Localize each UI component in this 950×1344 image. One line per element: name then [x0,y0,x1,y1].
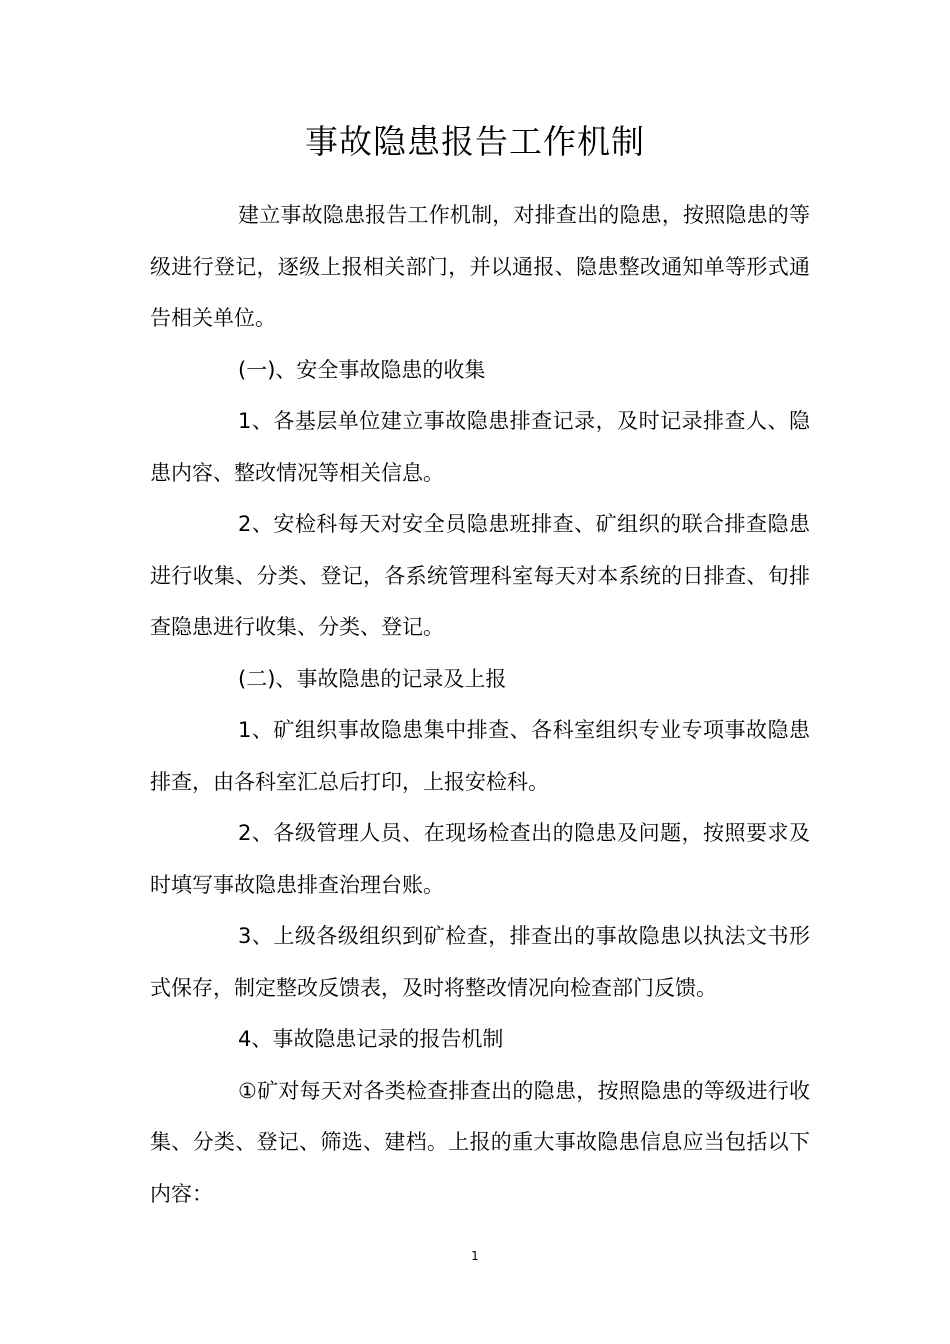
document-title: 事故隐患报告工作机制 [305,122,645,161]
paragraph-2-3: 3、上级各级组织到矿检查，排查出的事故隐患以执法文书形式保存，制定整改反馈表，及时将整改情况向检查部门反馈。 [150,924,810,1000]
paragraph-2-1: 1、矿组织事故隐患集中排查、各科室组织专业专项事故隐患排查，由各科室汇总后打印，上报安检科。 [150,718,810,794]
paragraph-2-4-1: ①矿对每天对各类检查排查出的隐患，按照隐患的等级进行收集、分类、登记、筛选、建档。上报的重大事故隐患信息应当包括以下内容： [150,1078,810,1206]
paragraph-2-2: 2、各级管理人员、在现场检查出的隐患及问题，按照要求及时填写事故隐患排查治理台账。 [150,821,810,897]
section-heading-2: (二)、事故隐患的记录及上报 [238,666,507,691]
paragraph-1-2: 2、安检科每天对安全员隐患班排查、矿组织的联合排查隐患进行收集、分类、登记，各系统管理科室每天对本系统的日排查、旬排查隐患进行收集、分类、登记。 [150,512,810,639]
paragraph-1-1: 1、各基层单位建立事故隐患排查记录，及时记录排查人、隐患内容、整改情况等相关信息。 [150,409,810,485]
paragraph-intro: 建立事故隐患报告工作机制，对排查出的隐患，按照隐患的等级进行登记，逐级上报相关部门，并以通报、隐患整改通知单等形式通告相关单位。 [150,203,810,330]
page-number: 1 [471,1249,479,1263]
section-heading-1: (一)、安全事故隐患的收集 [238,357,486,382]
paragraph-2-4: 4、事故隐患记录的报告机制 [238,1027,504,1051]
document-body [150,190,810,1220]
